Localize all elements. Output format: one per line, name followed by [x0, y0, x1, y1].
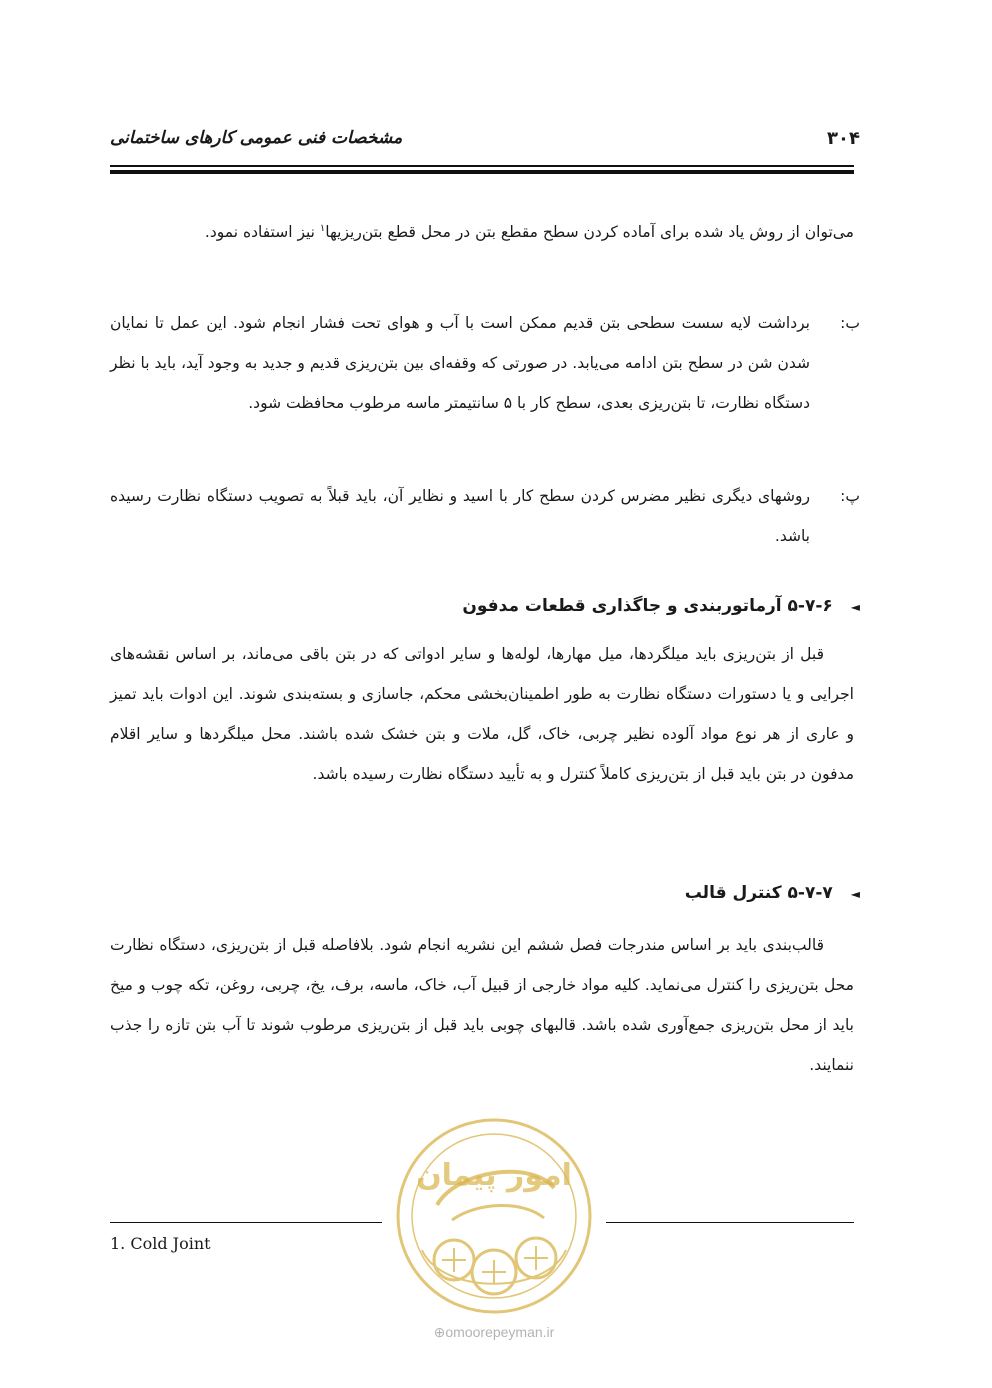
footnote-rule: [606, 1222, 854, 1223]
watermark-globe-icon: ⊕: [433, 1324, 446, 1340]
intro-text-after: نیز استفاده نمود.: [204, 223, 320, 241]
section-body-5-7-7: قالب‌بندی باید بر اساس مندرجات فصل ششم این نشریه انجام شود. بلافاصله قبل از بتن‌ریزی، دستگاه نظارت محل بتن‌ریزی را کنترل می‌نماید. کلیه مواد خارجی از قبیل آب، خاک، ماسه، برف، یخ، چربی، روغن، تکه چوب و میخ باید از محل بتن‌ریزی جمع‌آوری شده باشد. قالبهای چوبی باید قبل از بتن‌ریزی مرطوب شوند تا آب بتن تازه را جذب ننمایند.: [110, 936, 854, 1074]
footnote-reference: ۱: [319, 222, 326, 234]
footnote-rule: [110, 1222, 382, 1223]
heading-marker-icon: ◄: [850, 887, 860, 901]
item-letter-p: پ:: [840, 487, 860, 505]
item-text-b: برداشت لایه سست سطحی بتن قدیم ممکن است با آب و هوای تحت فشار انجام شود. این عمل تا نمایان شدن شن در سطح بتن ادامه می‌یابد. در صورتی که وقفه‌ای بین بتن‌ریزی قدیم و جدید به وجود آید، باید با نظر دستگاه نظارت، تا بتن‌ریزی بعدی، سطح کار با ۵ سانتیمتر ماسه مرطوب محافظت شود.: [110, 314, 810, 412]
header-rule-thick: [110, 170, 854, 174]
watermark-logo-icon: [382, 1110, 606, 1324]
section-title: ۵-۷-۷ کنترل قالب: [684, 883, 833, 903]
section-body-5-7-6: قبل از بتن‌ریزی باید میلگردها، میل مهارها، لوله‌ها و سایر ادواتی که در بتن باقی می‌ماند، بر اساس نقشه‌های اجرایی و یا دستورات دستگاه نظارت به طور اطمینان‌بخشی محکم، جاسازی و بسته‌بندی شوند. این ادوات باید تمیز و عاری از هر نوع مواد آلوده نظیر چربی، خاک، گل، ملات و بتن خشک شده باشند. محل میلگردها و سایر اقلام مدفون در بتن باید قبل از بتن‌ریزی کاملاً کنترل و به تأیید دستگاه نظارت رسیده باشد.: [110, 645, 854, 783]
page-number: ۳۰۴: [827, 128, 860, 149]
heading-marker-icon: ◄: [850, 600, 860, 614]
watermark-logo-text: امور پیمان: [416, 1158, 572, 1193]
section-heading-5-7-6: [260, 591, 860, 622]
watermark-site-text: [382, 1324, 606, 1341]
intro-text: می‌توان از روش یاد شده برای آماده کردن سطح مقطع بتن در محل قطع بتن‌ریزیها: [325, 223, 854, 241]
section-title: ۵-۷-۶ آرماتوربندی و جاگذاری قطعات مدفون: [462, 596, 833, 616]
footnote-text: 1. Cold Joint: [110, 1234, 211, 1253]
running-title: مشخصات فنی عمومی کارهای ساختمانی: [110, 128, 403, 148]
header-rule-thin: [110, 165, 854, 167]
section-heading-5-7-7: [260, 878, 860, 909]
intro-paragraph: [110, 212, 854, 252]
item-letter-b: ب:: [840, 314, 860, 332]
item-text-p: روشهای دیگری نظیر مضرس کردن سطح کار با اسید و نظایر آن، باید قبلاً به تصویب دستگاه نظارت رسیده باشد.: [110, 487, 810, 545]
watermark-site: omoorepeyman.ir: [445, 1324, 555, 1340]
